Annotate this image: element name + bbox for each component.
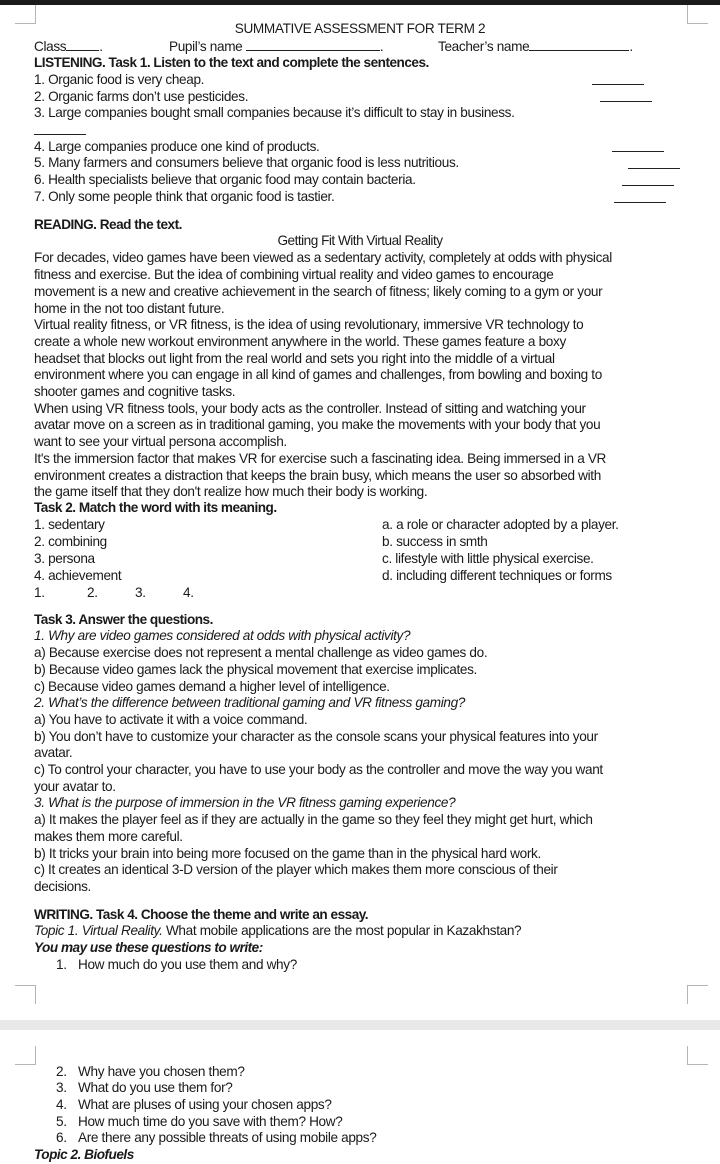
reading-line: environment creates a distraction that keeps the brain busy, which means the user so absorbed with: [34, 468, 601, 483]
answer-blank[interactable]: [34, 134, 86, 135]
question: 1. Why are video games considered at odds with physical activity?: [34, 628, 411, 643]
answer-option-cont: decisions.: [34, 879, 91, 894]
margin-corner-mark: [687, 985, 708, 1004]
listening-item: 2. Organic farms don’t use pesticides.: [34, 89, 249, 104]
pupil-name-blank[interactable]: [246, 38, 380, 51]
match-answer-slot[interactable]: 2.: [87, 585, 98, 600]
answer-option-cont: makes them more careful.: [34, 829, 183, 844]
listening-item: 7. Only some people think that organic food is tastier.: [34, 189, 335, 204]
match-meaning: c. lifestyle with little physical exercise.: [382, 551, 594, 566]
margin-corner-mark: [15, 1046, 36, 1065]
answer-option[interactable]: c) To control your character, you have to use your body as the controller and move the way you want: [34, 762, 603, 777]
essay-question: 6. Are there any possible threats of using mobile apps?: [56, 1130, 377, 1145]
answer-blank[interactable]: [592, 84, 644, 85]
essay-question: 2. Why have you chosen them?: [56, 1064, 245, 1079]
teacher-name-label: Teacher’s name: [438, 39, 530, 54]
match-word: 3. persona: [34, 551, 95, 566]
essay-question: 4. What are pluses of using your chosen apps?: [56, 1097, 332, 1112]
listening-heading: LISTENING. Task 1. Listen to the text and complete the sentences.: [34, 55, 429, 70]
match-word: 4. achievement: [34, 568, 122, 583]
listening-item: 3. Large companies bought small companies because it’s difficult to stay in business.: [34, 105, 515, 120]
page-break: [0, 1020, 720, 1030]
reading-line: avatar move on a screen as in traditional gaming, you make the movements with your body that you: [34, 417, 601, 432]
reading-line: headset that blocks out light from the real world and sets you right into the middle of a virtual: [34, 351, 555, 366]
document-title: SUMMATIVE ASSESSMENT FOR TERM 2: [234, 21, 486, 36]
writing-prompt: You may use these questions to write:: [34, 940, 263, 955]
reading-line: home in the not too distant future.: [34, 301, 225, 316]
answer-option[interactable]: a) It makes the player feel as if they are actually in the game so they feel they might get hurt, which: [34, 812, 593, 827]
reading-line: For decades, video games have been viewed as a sedentary activity, completely at odds with physical: [34, 250, 612, 265]
reading-text-title: Getting Fit With Virtual Reality: [277, 233, 443, 248]
reading-line: want to see your virtual persona accomplish.: [34, 434, 287, 449]
listening-item: 5. Many farmers and consumers believe that organic food is less nutritious.: [34, 155, 459, 170]
essay-question: 1. How much do you use them and why?: [56, 957, 297, 972]
answer-option[interactable]: c) It creates an identical 3-D version of the player which makes them more conscious of their: [34, 862, 558, 877]
margin-corner-mark: [687, 1046, 708, 1065]
answer-blank[interactable]: [622, 185, 674, 186]
answer-option[interactable]: a) You have to activate it with a voice command.: [34, 712, 308, 727]
document-page-1: [0, 5, 720, 1020]
name-fields-row: Class .: [34, 39, 103, 54]
reading-line: create a whole new workout environment anywhere in the world. These games feature a boxy: [34, 334, 566, 349]
answer-option[interactable]: a) Because exercise does not represent a mental challenge as video games do.: [34, 645, 488, 660]
match-word: 1. sedentary: [34, 517, 105, 532]
reading-line: movement is a new and creative achievement in the search of fitness; likely coming to a gym or your: [34, 284, 603, 299]
answer-blank[interactable]: [612, 151, 664, 152]
answer-blank[interactable]: [600, 101, 652, 102]
reading-line: When using VR fitness tools, your body acts as the controller. Instead of sitting and watching your: [34, 401, 586, 416]
class-label: Class: [34, 39, 67, 54]
question: 3. What is the purpose of immersion in the VR fitness gaming experience?: [34, 795, 456, 810]
teacher-name-field: Teacher’s name .: [438, 39, 633, 54]
answer-blank[interactable]: [614, 202, 666, 203]
answer-blank[interactable]: [628, 168, 680, 169]
match-meaning: b. success in smth: [382, 534, 488, 549]
pupil-name-label: Pupil’s name: [169, 39, 243, 54]
margin-corner-mark: [15, 985, 36, 1004]
writing-heading: WRITING. Task 4. Choose the theme and write an essay.: [34, 907, 369, 922]
reading-line: Virtual reality fitness, or VR fitness, is the idea of using revolutionary, immersive VR technology to: [34, 317, 584, 332]
answer-option[interactable]: b) It tricks your brain into being more focused on the game than in the physical hard work.: [34, 846, 541, 861]
topic-1-text: What mobile applications are the most popular in Kazakhstan?: [162, 923, 522, 938]
answer-option[interactable]: b) Because video games lack the physical movement that exercise implicates.: [34, 662, 477, 677]
question: 2. What’s the difference between traditional gaming and VR fitness gaming?: [34, 695, 466, 710]
reading-line: shooter games and cognitive tasks.: [34, 384, 236, 399]
topic-2-label: Topic 2. Biofuels: [34, 1147, 134, 1162]
reading-line: fitness and exercise. But the idea of combining virtual reality and video games to encourage: [34, 267, 554, 282]
answer-option-cont: avatar.: [34, 745, 73, 760]
answer-option[interactable]: b) You don’t have to customize your character as the console scans your physical features into your: [34, 729, 598, 744]
essay-question: 5. How much time do you save with them? How?: [56, 1114, 343, 1129]
teacher-name-blank[interactable]: [529, 38, 629, 51]
match-meaning: a. a role or character adopted by a player.: [382, 517, 619, 532]
document-page-2: [0, 1030, 720, 1162]
answer-option[interactable]: c) Because video games demand a higher level of intelligence.: [34, 679, 390, 694]
class-blank[interactable]: [66, 38, 99, 51]
match-answer-slot[interactable]: 3.: [135, 585, 146, 600]
listening-item: 6. Health specialists believe that organic food may contain bacteria.: [34, 172, 416, 187]
match-word: 2. combining: [34, 534, 107, 549]
essay-question: 3. What do you use them for?: [56, 1080, 233, 1095]
reading-heading: READING. Read the text.: [34, 217, 182, 232]
answer-option-cont: your avatar to.: [34, 779, 116, 794]
listening-item: 1. Organic food is very cheap.: [34, 72, 205, 87]
reading-line: environment where you can engage in all kind of games and challenges, from bowling and boxing to: [34, 367, 602, 382]
match-meaning: d. including different techniques or forms: [382, 568, 612, 583]
pupil-name-field: Pupil’s name .: [169, 39, 384, 54]
topic-1-label: Topic 1. Virtual Reality.: [34, 923, 163, 938]
reading-line: the game itself that they don't realize how much their body is working.: [34, 484, 428, 499]
match-answer-slot[interactable]: 1.: [34, 585, 45, 600]
task3-heading: Task 3. Answer the questions.: [34, 612, 213, 627]
reading-line: It's the immersion factor that makes VR for exercise such a fascinating idea. Being immersed in a VR: [34, 451, 607, 466]
match-answer-slot[interactable]: 4.: [183, 585, 194, 600]
task2-heading: Task 2. Match the word with its meaning.: [34, 500, 277, 515]
topic-1: [34, 923, 521, 940]
listening-item: 4. Large companies produce one kind of products.: [34, 139, 320, 154]
